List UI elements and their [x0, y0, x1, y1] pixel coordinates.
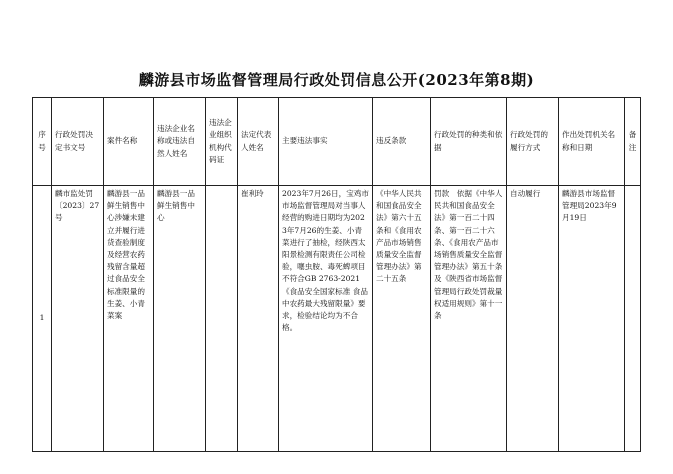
header-remark: 备注	[625, 98, 641, 186]
cell-remark	[625, 186, 641, 452]
header-violated-clauses: 违反条款	[373, 98, 431, 186]
document-title: 麟游县市场监督管理局行政处罚信息公开(2023年第8期)	[138, 71, 535, 89]
cell-case-name: 麟游县一品鲜生销售中心涉嫌未建立并履行进货查验制度及经营农药残留含量超过食品安全标准限量的生姜、小青菜案	[104, 186, 154, 452]
cell-penalty-basis: 罚款 依据《中华人民共和国食品安全法》第一百二十四条、第一百二十六条、《食用农产品市场销售质量安全监督管理办法》第五十条及《陕西省市场监督管理局行政处罚裁量权适用规则》第十一条	[431, 186, 507, 452]
header-authority-date: 作出处罚机关名称和日期	[559, 98, 625, 186]
header-index: 序号	[33, 98, 52, 186]
cell-party-name: 麟游县一品鲜生销售中心	[154, 186, 206, 452]
cell-violated-clauses: 《中华人民共和国食品安全法》第六十五条和《食用农产品市场销售质量安全监督管理办法》第二十五条	[373, 186, 431, 452]
cell-authority-date: 麟游县市场监督管理局2023年9月19日	[559, 186, 625, 452]
cell-org-code	[206, 186, 238, 452]
header-decision-no: 行政处罚决定书文号	[52, 98, 104, 186]
cell-decision-no: 麟市监处罚〔2023〕27号	[52, 186, 104, 452]
penalty-info-table	[32, 97, 641, 452]
header-party-name: 违法企业名称或违法自然人姓名	[154, 98, 206, 186]
header-execution-method: 行政处罚的履行方式	[507, 98, 559, 186]
header-penalty-basis: 行政处罚的种类和依据	[431, 98, 507, 186]
cell-execution-method: 自动履行	[507, 186, 559, 452]
table-header-row	[33, 98, 641, 186]
cell-index: 1	[33, 186, 52, 452]
header-legal-rep: 法定代表人姓名	[238, 98, 279, 186]
header-org-code: 违法企业组织机构代码证	[206, 98, 238, 186]
cell-facts: 2023年7月26日，宝鸡市市场监督管理局对当事人经营的购进日期均为2023年7月26的生姜、小青菜进行了抽检，经陕西太阳景检测有限责任公司检验，噻虫胺、毒死蜱项目不符合GB 2763-2021《食品安全国家标准 食品中农药最大残留限量》要求，检验结论均为不合格。	[279, 186, 373, 452]
header-case-name: 案件名称	[104, 98, 154, 186]
header-facts: 主要违法事实	[279, 98, 373, 186]
table-row	[33, 186, 641, 452]
cell-legal-rep: 崔利玲	[238, 186, 279, 452]
